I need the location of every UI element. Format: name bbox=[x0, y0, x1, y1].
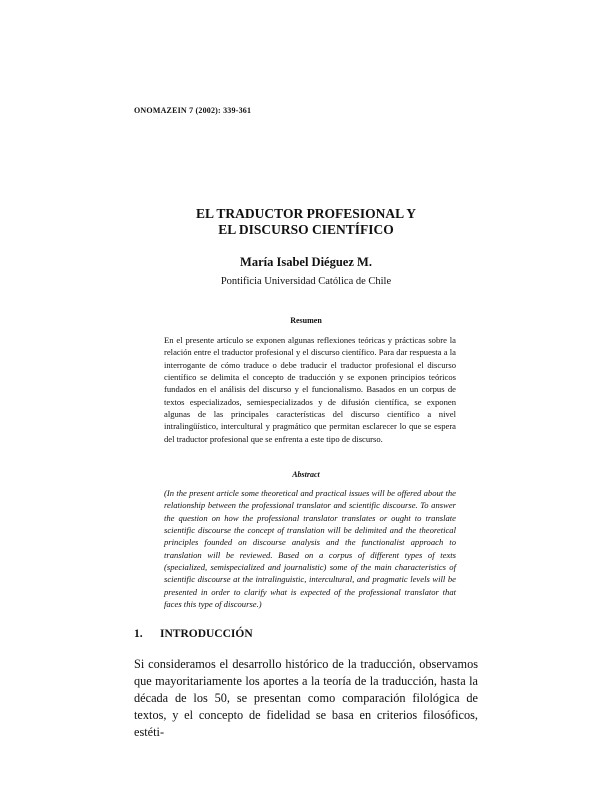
author-affiliation: Pontificia Universidad Católica de Chile bbox=[220, 276, 392, 287]
section-title: INTRODUCCIÓN bbox=[160, 628, 253, 640]
abstract-en-heading: Abstract bbox=[292, 470, 320, 479]
section-heading bbox=[134, 628, 253, 640]
body-paragraph: Si consideramos el desarrollo histórico de la traducción, observamos que mayoritariamente los aportes a la teoría de la traducción, hasta la década de los 50, se presentan como comparación filológica de textos, y el concepto de fidelidad se basa en criterios filosóficos, estéti- bbox=[134, 657, 478, 739]
journal-citation: ONOMAZEIN 7 (2002): 339-361 bbox=[134, 106, 252, 115]
article-title-line-2: EL DISCURSO CIENTÍFICO bbox=[218, 222, 394, 237]
abstract-es-text: En el presente artículo se exponen algunas reflexiones teóricas y prácticas sobre la relación entre el traductor profesional y el discurso científico. Para dar respuesta a la interrogante de cómo traduce o debe traducir el traductor profesional el discurso científico se delimita el concepto de traducción y se exponen principios teóricos fundados en el análisis del discurso y el funcionalismo. Basados en un corpus de textos especializados, semiespecializados y de difusión científica, se exponen algunas de las principales características del discurso científico a nivel intralingüístico, intercultural y pragmático que permitan esclarecer lo que se espera del traductor profesional que se enfrenta a este tipo de discurso. bbox=[164, 335, 456, 444]
section-number: 1. bbox=[134, 628, 143, 640]
article-title-line-1: EL TRADUCTOR PROFESIONAL Y bbox=[196, 206, 416, 221]
abstract-en-text: (In the present article some theoretical and practical issues will be offered about the relationship between the professional translator and scientific discourse. To answer the question on how the professional translator translates or ought to translate scientific discourse the concept of translation will be delimited and the theoretical principles founded on discourse analysis and the functionalist approach to translation will be reviewed. Based on a corpus of different types of texts (specialized, semispecialized and journalistic) some of the main characteristics of scientific discourse at the intralinguistic, intercultural, and pragmatic levels will be presented in order to clarify what is expected of the professional translator that faces this type of discourse.) bbox=[164, 488, 456, 610]
abstract-es-heading: Resumen bbox=[290, 316, 322, 325]
article-title bbox=[134, 206, 478, 238]
author-name: María Isabel Diéguez M. bbox=[240, 255, 372, 269]
